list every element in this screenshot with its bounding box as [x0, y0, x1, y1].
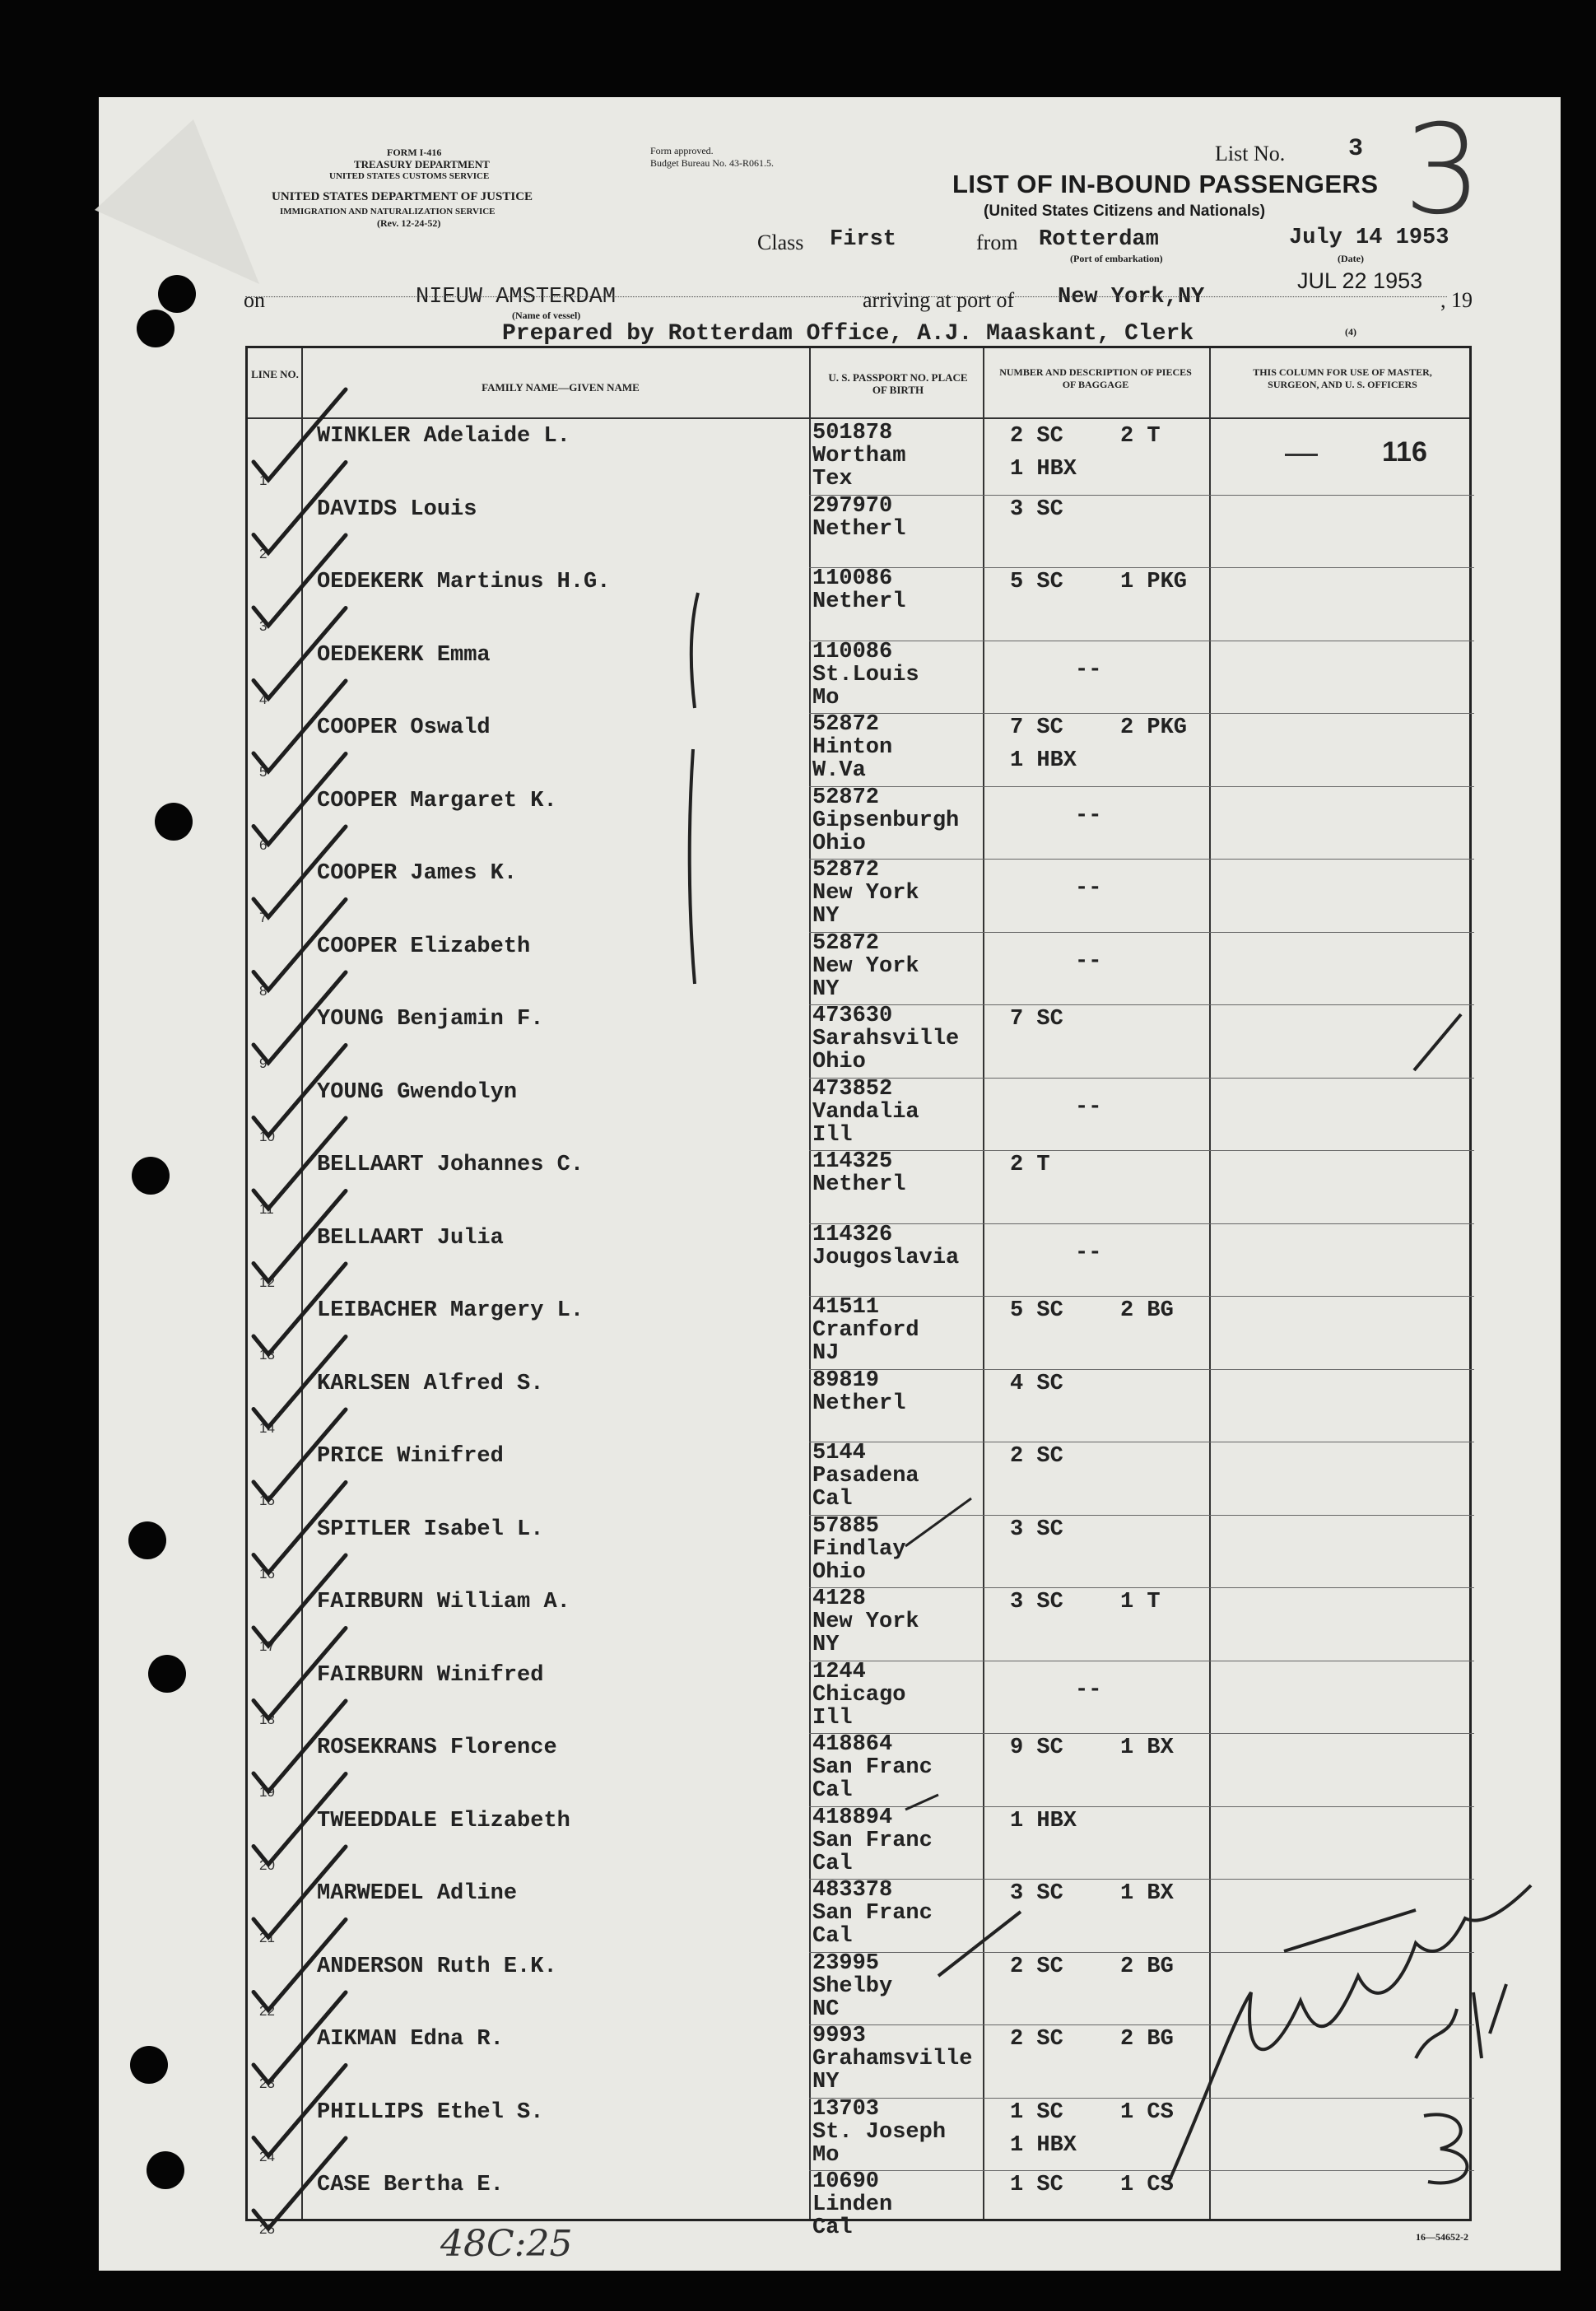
line-number: 20: [259, 1857, 275, 1873]
passenger-name: AIKMAN Edna R.: [317, 2027, 504, 2052]
vessel-name: NIEUW AMSTERDAM: [416, 285, 617, 310]
passport-number: 23995: [812, 1950, 880, 1976]
baggage-primary: 1 HBX: [1010, 1808, 1077, 1833]
passport-number: 52872: [812, 785, 880, 810]
place-of-birth: Ill: [812, 1705, 853, 1731]
line-number: 17: [259, 1638, 275, 1654]
passenger-name: MARWEDEL Adline: [317, 1881, 518, 1906]
passport-number: 483378: [812, 1878, 893, 1903]
passenger-name: TWEEDDALE Elizabeth: [317, 1808, 570, 1833]
passport-number: 418864: [812, 1732, 893, 1757]
place-of-birth: St. Joseph: [812, 2119, 947, 2145]
passenger-name: OEDEKERK Emma: [317, 642, 491, 668]
passenger-name: COOPER James K.: [317, 861, 518, 886]
passport-number: 4128: [812, 1586, 866, 1611]
baggage-primary: 2 T: [1010, 1153, 1050, 1177]
baggage-secondary: 1 CS: [1120, 2173, 1174, 2197]
baggage-primary: 2 SC: [1010, 2027, 1063, 2052]
passenger-name: ROSEKRANS Florence: [317, 1736, 557, 1760]
line-number: 13: [259, 1347, 275, 1363]
passport-number: 1244: [812, 1659, 866, 1684]
line-number: 25: [259, 2221, 275, 2237]
place-of-birth: Ill: [812, 1122, 853, 1148]
page-title: LIST OF IN-BOUND PASSENGERS: [952, 170, 1379, 198]
place-of-birth: Wortham: [812, 444, 906, 468]
place-of-birth: Cal: [812, 1924, 853, 1949]
passport-number: 473630: [812, 1004, 893, 1028]
handwritten-list-number: 3: [1403, 99, 1482, 242]
line-number: 24: [259, 2148, 275, 2164]
arriving-label: arriving at port of: [863, 288, 1015, 312]
baggage-primary: 2 SC: [1010, 1954, 1063, 1979]
list-number: 3: [1348, 135, 1364, 163]
passport-number: 57885: [812, 1513, 880, 1539]
form-approved: Form approved.: [650, 145, 714, 156]
line-number: 9: [259, 1055, 268, 1071]
line-number: 11: [259, 1201, 274, 1217]
place-of-birth: New York: [812, 881, 919, 906]
place-of-birth: W.Va: [812, 758, 866, 783]
passport-number: 89819: [812, 1367, 880, 1393]
col-header-passport: U. S. PASSPORT NO. PLACE OF BIRTH: [828, 371, 968, 396]
place-of-birth: Sarahsville: [812, 1027, 960, 1051]
place-of-birth: St.Louis: [812, 662, 919, 687]
revision-date: (Rev. 12-24-52): [377, 217, 441, 229]
slash-mark: [905, 1795, 938, 1810]
passenger-name: SPITLER Isabel L.: [317, 1517, 544, 1542]
handwritten-total: 48C:25: [440, 2223, 573, 2265]
form-number: FORM I-416: [387, 147, 442, 158]
passport-number: 41511: [812, 1295, 880, 1320]
passenger-name: KARLSEN Alfred S.: [317, 1371, 544, 1396]
baggage-extra: 1 HBX: [1010, 748, 1077, 773]
line-number: 5: [259, 764, 268, 780]
place-of-birth: San Franc: [812, 1828, 933, 1853]
passport-number: 52872: [812, 858, 880, 883]
baggage-primary: 3 SC: [1010, 1881, 1063, 1906]
check-mark: [254, 389, 346, 480]
bracket-mark: [691, 593, 698, 708]
slash-mark: [1414, 1014, 1461, 1070]
passenger-name: BELLAART Johannes C.: [317, 1153, 584, 1177]
passport-number: 9993: [812, 2024, 866, 2048]
place-of-birth: Findlay: [812, 1536, 906, 1562]
place-of-birth: Cal: [812, 1778, 853, 1803]
line-number: 15: [259, 1493, 275, 1508]
initials-mark: [1424, 2114, 1467, 2183]
place-of-birth: Hinton: [812, 735, 893, 760]
baggage-primary: --: [1075, 1240, 1102, 1265]
embarkation-date: July 14 1953: [1289, 226, 1449, 250]
line-number: 19: [259, 1784, 275, 1800]
line-number: 16: [259, 1565, 275, 1582]
place-of-birth: New York: [812, 1610, 919, 1634]
line-number: 3: [259, 618, 268, 634]
baggage-primary: 3 SC: [1010, 1590, 1063, 1614]
place-of-birth: NY: [812, 976, 840, 1002]
baggage-primary: --: [1075, 1677, 1102, 1703]
passenger-name: LEIBACHER Margery L.: [317, 1298, 584, 1323]
baggage-primary: --: [1075, 876, 1102, 901]
line-number: 6: [259, 836, 268, 853]
from-value: Rotterdam: [1039, 227, 1159, 252]
passenger-name: PHILLIPS Ethel S.: [317, 2099, 544, 2125]
place-of-birth: Cal: [812, 1851, 853, 1876]
place-of-birth: Jougoslavia: [812, 1245, 960, 1270]
passport-number: 52872: [812, 712, 880, 737]
date-caption: (Date): [1338, 253, 1364, 264]
passport-number: 473852: [812, 1076, 893, 1102]
line-number: 4: [259, 691, 268, 707]
place-of-birth: Linden: [812, 2192, 893, 2217]
passenger-name: DAVIDS Louis: [317, 496, 477, 522]
baggage-primary: 3 SC: [1010, 496, 1063, 522]
baggage-primary: --: [1075, 948, 1102, 974]
place-of-birth: Netherl: [812, 1391, 906, 1416]
passport-number: 5144: [812, 1441, 866, 1465]
baggage-primary: 2 SC: [1010, 424, 1063, 449]
place-of-birth: Cal: [812, 2215, 853, 2240]
department-of-justice: UNITED STATES DEPARTMENT OF JUSTICE: [272, 190, 533, 203]
passport-number: 110086: [812, 639, 893, 664]
baggage-secondary: 1 PKG: [1120, 570, 1188, 594]
passport-number: 52872: [812, 930, 880, 956]
slash-mark: [938, 1912, 1021, 1976]
col-header-baggage: NUMBER AND DESCRIPTION OF PIECES OF BAGGAGE: [999, 366, 1192, 390]
line-number: 12: [259, 1274, 275, 1290]
slash-mark: [905, 1498, 971, 1546]
passenger-name: BELLAART Julia: [317, 1225, 504, 1251]
baggage-secondary: 1 CS: [1120, 2099, 1174, 2125]
baggage-primary: 1 SC: [1010, 2099, 1063, 2125]
baggage-primary: 7 SC: [1010, 1007, 1063, 1032]
baggage-primary: 5 SC: [1010, 570, 1063, 594]
col-header-officers: THIS COLUMN FOR USE OF MASTER, SURGEON, AND U. S. OFFICERS: [1253, 366, 1432, 390]
page-subtitle: (United States Citizens and Nationals): [984, 203, 1266, 220]
line-number: 10: [259, 1128, 275, 1144]
place-of-birth: Chicago: [812, 1682, 906, 1708]
place-of-birth: Grahamsville: [812, 2047, 973, 2071]
passenger-name: YOUNG Gwendolyn: [317, 1079, 518, 1105]
place-of-birth: Cranford: [812, 1318, 919, 1343]
baggage-primary: 9 SC: [1010, 1736, 1063, 1760]
place-of-birth: San Franc: [812, 1755, 933, 1780]
passport-number: 10690: [812, 2169, 880, 2194]
passenger-name: COOPER Elizabeth: [317, 934, 531, 959]
place-of-birth: Ohio: [812, 1050, 866, 1074]
baggage-primary: --: [1075, 1094, 1102, 1120]
passport-number: 501878: [812, 421, 893, 445]
place-of-birth: NY: [812, 1633, 840, 1657]
place-of-birth: New York: [812, 953, 919, 979]
place-of-birth: Ohio: [812, 1559, 866, 1585]
col-header-name: FAMILY NAME—GIVEN NAME: [482, 381, 640, 394]
place-of-birth: Netherl: [812, 1172, 906, 1197]
baggage-primary: 2 SC: [1010, 1444, 1063, 1469]
line-number: 7: [259, 910, 268, 925]
line-number: 22: [259, 2002, 275, 2019]
passport-number: 110086: [812, 566, 893, 591]
line-number: 8: [259, 982, 268, 999]
passenger-name: YOUNG Benjamin F.: [317, 1007, 544, 1032]
class-value: First: [830, 227, 897, 252]
class-label: Class: [757, 231, 804, 254]
place-of-birth: Cal: [812, 1487, 853, 1512]
place-of-birth: NC: [812, 1996, 840, 2022]
passport-number: 13703: [812, 2096, 880, 2122]
passport-number: 297970: [812, 493, 893, 519]
baggage-primary: 1 SC: [1010, 2173, 1063, 2197]
place-of-birth: Netherl: [812, 516, 906, 542]
passport-number: 418894: [812, 1805, 893, 1830]
line-number: 1: [259, 473, 268, 488]
baggage-secondary: 2 T: [1120, 424, 1161, 449]
baggage-primary: 3 SC: [1010, 1517, 1063, 1542]
arrival-date-stamp: JUL 22 1953: [1297, 268, 1423, 293]
place-of-birth: Mo: [812, 685, 840, 711]
vessel-caption: (Name of vessel): [512, 310, 581, 321]
line-number: 18: [259, 1711, 275, 1727]
passenger-name: FAIRBURN William A.: [317, 1590, 570, 1614]
prepared-by: Prepared by Rotterdam Office, A.J. Maaskant, Clerk: [502, 321, 1194, 347]
immigration-service: IMMIGRATION AND NATURALIZATION SERVICE: [280, 207, 496, 217]
arrival-port: New York,NY: [1058, 285, 1205, 310]
on-label: on: [244, 288, 265, 312]
place-of-birth: NY: [812, 2070, 840, 2094]
place-of-birth: Mo: [812, 2142, 840, 2168]
col-header-line: LINE NO.: [251, 368, 299, 380]
passenger-name: FAIRBURN Winifred: [317, 1662, 544, 1688]
officer-note: 116: [1382, 436, 1427, 468]
baggage-primary: 4 SC: [1010, 1371, 1063, 1396]
passenger-name: COOPER Margaret K.: [317, 788, 557, 813]
line-number: 23: [259, 2076, 275, 2091]
place-of-birth: Tex: [812, 467, 853, 492]
baggage-secondary: 2 BG: [1120, 1954, 1174, 1979]
passenger-name: COOPER Oswald: [317, 715, 491, 740]
baggage-primary: --: [1075, 803, 1102, 828]
baggage-primary: --: [1075, 657, 1102, 683]
initials-mark: [1416, 1984, 1506, 2058]
place-of-birth: San Franc: [812, 1901, 933, 1926]
passenger-name: PRICE Winifred: [317, 1444, 504, 1469]
signature-mark: [1284, 1910, 1416, 1951]
baggage-primary: 5 SC: [1010, 1298, 1063, 1323]
line-number: 14: [259, 1419, 275, 1436]
place-of-birth: NY: [812, 904, 840, 929]
baggage-primary: 7 SC: [1010, 715, 1063, 740]
passenger-name: CASE Bertha E.: [317, 2173, 504, 2197]
bracket-mark: [690, 749, 695, 984]
from-label: from: [976, 231, 1018, 254]
place-of-birth: Ohio: [812, 831, 866, 856]
line-number: 2: [259, 545, 268, 561]
year-prefix: , 19: [1440, 288, 1473, 312]
baggage-secondary: 2 BG: [1120, 1298, 1174, 1323]
baggage-secondary: 2 PKG: [1120, 715, 1188, 740]
place-of-birth: Shelby: [812, 1973, 893, 1999]
baggage-extra: 1 HBX: [1010, 2132, 1077, 2158]
treasury-department: TREASURY DEPARTMENT: [354, 158, 490, 170]
passport-number: 114325: [812, 1149, 893, 1174]
place-of-birth: Netherl: [812, 589, 906, 614]
budget-bureau: Budget Bureau No. 43-R061.5.: [650, 157, 774, 169]
place-of-birth: Vandalia: [812, 1099, 919, 1125]
list-label: List No.: [1215, 142, 1286, 165]
place-of-birth: NJ: [812, 1341, 840, 1366]
baggage-secondary: 1 BX: [1120, 1881, 1174, 1906]
baggage-secondary: 1 BX: [1120, 1736, 1174, 1760]
port-caption: (Port of embarkation): [1070, 253, 1163, 264]
customs-service: UNITED STATES CUSTOMS SERVICE: [329, 171, 490, 181]
baggage-secondary: 1 T: [1120, 1590, 1161, 1614]
form-code: 16—54652-2: [1416, 2231, 1468, 2243]
passenger-name: WINKLER Adelaide L.: [317, 424, 570, 449]
baggage-extra: 1 HBX: [1010, 457, 1077, 482]
line-number: 21: [259, 1930, 275, 1945]
passenger-name: OEDEKERK Martinus H.G.: [317, 570, 611, 594]
place-of-birth: Gipsenburgh: [812, 808, 960, 833]
passport-number: 114326: [812, 1222, 893, 1247]
passenger-name: ANDERSON Ruth E.K.: [317, 1954, 557, 1979]
place-of-birth: Pasadena: [812, 1464, 919, 1489]
footnote-mark: (4): [1345, 326, 1356, 338]
baggage-secondary: 2 BG: [1120, 2027, 1174, 2052]
